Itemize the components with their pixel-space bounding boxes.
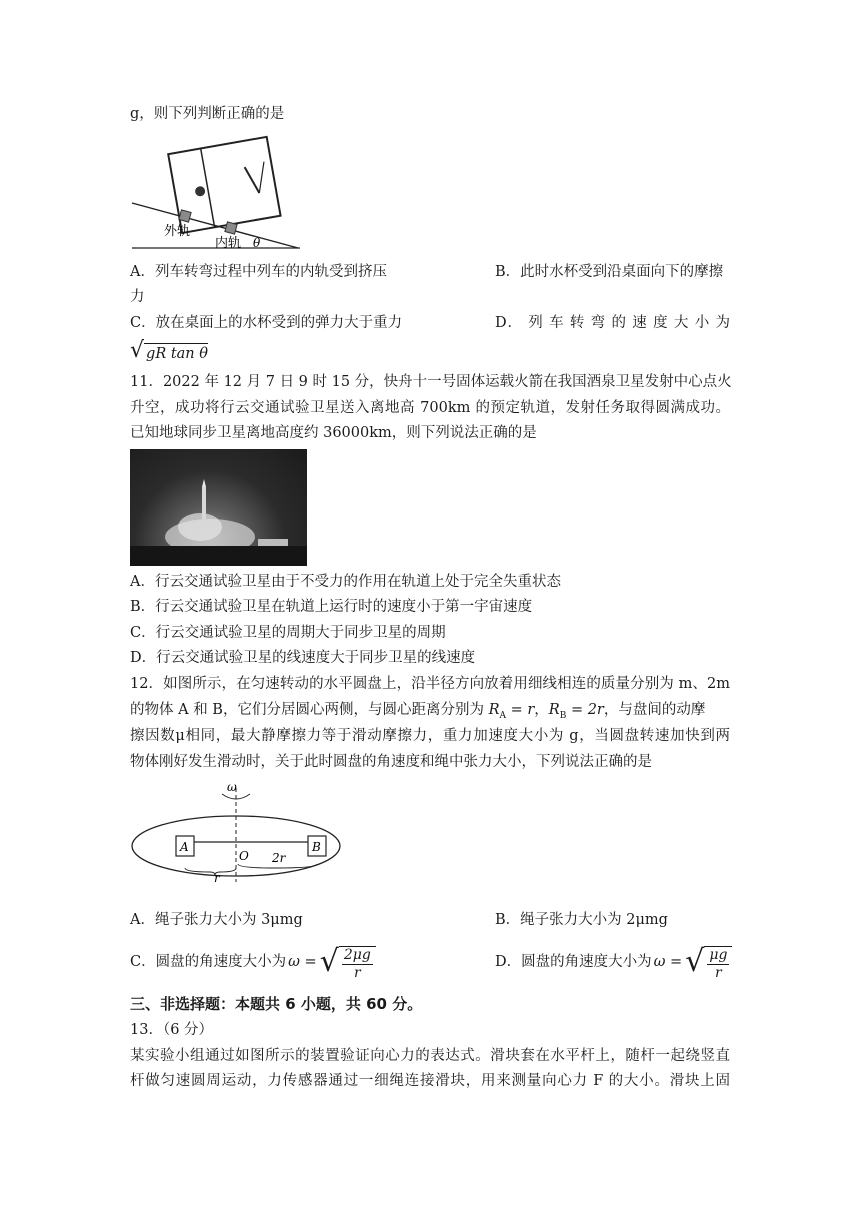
q12-option-b: B．绳子张力大小为 2μmg <box>495 912 668 928</box>
q11-stem-line3: 已知地球同步卫星离地高度约 36000km，则下列说法正确的是 <box>130 425 537 441</box>
rocket-launch-image <box>130 449 307 566</box>
q10-option-c: C．放在桌面上的水杯受到的弹力大于重力 <box>130 315 403 331</box>
inner-wheel <box>225 222 237 234</box>
q12-disk-figure <box>130 778 345 883</box>
q12-stem-line2: 的物体 A 和 B，它们分居圆心两侧，与圆心距离分别为 $R_A = r$，$R_B = 2r$，与盘间的动摩 <box>130 702 706 721</box>
center-label: O <box>239 849 249 863</box>
q11-stem-line1: 11．2022 年 12 月 7 日 9 时 15 分，快舟十一号固体运载火箭在我国酒泉卫星发射中心点火 <box>130 374 732 390</box>
q10-option-a-cont: 力 <box>130 289 145 305</box>
q13-stem-line2: 杆做匀速圆周运动，力传感器通过一细绳连接滑块，用来测量向心力 F 的大小。滑块上固 <box>130 1073 730 1089</box>
q10-option-b: B．此时水杯受到沿桌面向下的摩擦 <box>495 264 724 280</box>
q11-stem-line2: 升空，成功将行云交通试验卫星送入离地高 700km 的预定轨道，发射任务取得圆满成功。 <box>130 400 730 416</box>
q12-option-a: A．绳子张力大小为 3μmg <box>130 912 303 928</box>
section-3-heading: 三、非选择题：本题共 6 小题，共 60 分。 <box>130 995 423 1013</box>
q13-stem-line1: 某实验小组通过如图所示的装置验证向心力的表达式。滑块套在水平杆上，随杆一起绕竖直 <box>130 1048 730 1064</box>
q12-stem-line1: 12．如图所示，在匀速转动的水平圆盘上，沿半径方向放着用细线相连的质量分别为 m、2m <box>130 676 730 692</box>
q12-stem-line4: 物体刚好发生滑动时，关于此时圆盘的角速度和绳中张力大小，下列说法正确的是 <box>130 754 652 770</box>
q10-stem-tail: g，则下列判断正确的是 <box>130 106 285 122</box>
block-a-label: A <box>180 840 189 854</box>
q10-train-figure <box>130 128 305 256</box>
q11-option-a: A．行云交通试验卫星由于不受力的作用在轨道上处于完全失重状态 <box>130 574 561 590</box>
q10-option-d: D． 列 车 转 弯 的 速 度 大 小 为 <box>495 315 730 331</box>
q11-option-c: C．行云交通试验卫星的周期大于同步卫星的周期 <box>130 625 446 641</box>
q11-rocket-launch-photo <box>130 449 307 566</box>
distance-r-label: r <box>214 871 220 883</box>
outer-wheel <box>179 210 191 222</box>
q10-option-a: A．列车转弯过程中列车的内轨受到挤压 <box>130 264 387 280</box>
q12-stem-line3: 擦因数μ相同，最大静摩擦力等于滑动摩擦力，重力加速度大小为 g，当圆盘转速加快到两 <box>130 728 730 744</box>
block-b-label: B <box>312 840 321 854</box>
q12-option-c: C．圆盘的角速度大小为 ω = √ $\frac{2\mu g}{r}$ <box>130 938 376 986</box>
q11-option-b: B．行云交通试验卫星在轨道上运行时的速度小于第一宇宙速度 <box>130 599 533 615</box>
q10-label-inner: 内轨 <box>215 236 242 251</box>
q12-option-d: D．圆盘的角速度大小为 ω = √ $\frac{\mu g}{r}$ <box>495 938 732 986</box>
distance-2r-label: 2r <box>272 851 286 865</box>
q10-option-d-formula: √ gR tan θ <box>130 338 208 363</box>
q10-label-theta: θ <box>253 236 261 250</box>
q11-option-d: D．行云交通试验卫星的线速度大于同步卫星的线速度 <box>130 650 476 666</box>
q10-label-outer: 外轨 <box>164 224 191 239</box>
q13-label: 13．（6 分） <box>130 1022 214 1038</box>
omega-label: ω <box>227 780 237 794</box>
